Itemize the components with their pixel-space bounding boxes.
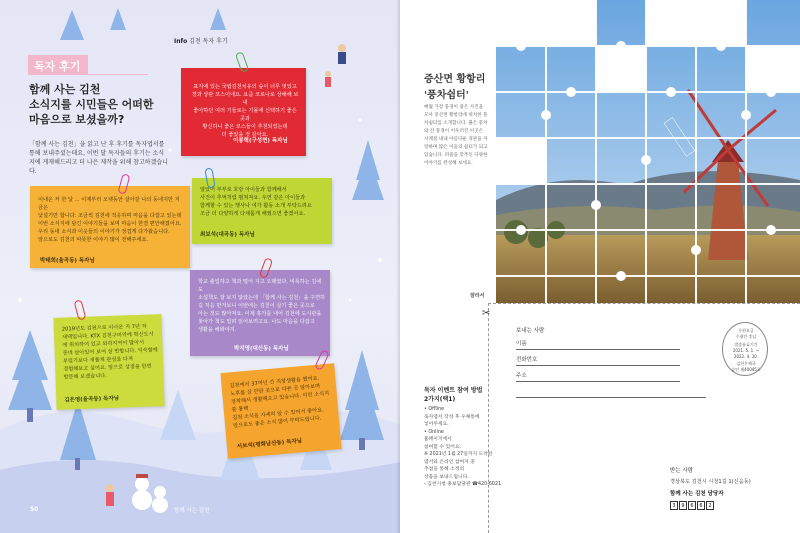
address-field[interactable]: 주소: [516, 368, 680, 382]
section-underline: [28, 74, 148, 75]
event-instructions: • Offline 독자엽서 작성 후 우체통에 넣어주세요. • Online 홈페이지에서 참여할 수 있어요. ※ 2021년 1월 27일까지 도착한 엽서와 온라인 참여자 중 추첨을 통해 소정의 상품을 보내드립니다. - 김천시청 홍보담당관 ☎420-6021: [424, 407, 502, 487]
review-text: 김천에서 37여년 간 직장생활을 했어요. 노후를 살 만한 곳으로 다른 곳 알아보며 정착해서 생활해오고 있습니다. 이런 소식지를 통해 김천 소식을 자세히 알 수 있어서 좋아요. 앞으로도 좋은 소식 많이 부탁드립니다.: [229, 375, 330, 430]
stamp-line: 발송유효기간: [734, 342, 758, 347]
event-title-main: 독자 이벤트 참여 방법: [424, 387, 483, 394]
postage-stamp-mark: [718, 320, 774, 380]
page-number: 50: [30, 506, 39, 513]
recipient-name: 함께 사는 김천 담당자: [670, 491, 724, 497]
info-tag: [174, 36, 228, 45]
sender-label: 보내는 사람: [516, 328, 545, 334]
stamp-line: 2022. 4. 30.: [733, 354, 759, 359]
windmill-puzzle-photo: [496, 0, 800, 303]
right-page: [400, 0, 800, 533]
review-text: 알았어 부부로 호랑 아이들과 함께해서 사진이 추억처럼 펼쳐져요. 우연 같은 아이들과 함께할 수 있는 행사나 여가 활동 소개 부탁드려요 조금 더 다양하게 다채롭게 해줬으면 좋겠어요.: [200, 187, 312, 217]
info-tag-label: 김천 독자 후기: [189, 38, 228, 45]
stamp-line: 김천우체국: [736, 361, 756, 366]
info-tag-prefix: Info: [174, 38, 188, 45]
section-title: 독자 후기: [28, 55, 88, 74]
review-author: 박지영(대신동) 독자님: [234, 346, 289, 352]
cut-here-label: 잘라서: [470, 293, 485, 299]
review-author: 박태희(율곡동) 독자님: [40, 258, 95, 264]
zip-digit: 3: [670, 501, 678, 510]
stamp-line: 우편요금: [738, 328, 754, 333]
stamp-line: 2021. 5. 1. ~: [732, 348, 760, 353]
review-text: 이내온 저 한 달 ... 이제부터 오랫동안 살아갈 나의 동네지만 지금은 낯설기만 합니다. 조금씩 김천에 적응하며 마음을 다잡고 있는데 이번 소식지에 담긴 이야기들을 보며 마음이 한결 편안해졌어요. 우리 동네 소식과 이웃들의 이야기가 정겹게 다가왔습니다. 앞으로도 김천의 따뜻한 이야기 많이 전해주세요.: [38, 197, 182, 243]
review-note-purple: [190, 270, 330, 356]
review-author: 서보석(평화남산동) 독자님: [236, 438, 303, 450]
review-author: 김은영(율곡동) 독자님: [64, 395, 120, 404]
review-note-red: [181, 68, 306, 156]
review-text: 2019년도 김천으로 이사온 지 7년 차 새댁입니다. KTX 김천구미역에 혁신도시 에 위치하여 있고 외곽지역이 많아서 동네 살아있어 보여 살 만합니다. 익숙함에 부럽기보다 새롭게 관심을 다져 경험해보고 싶어요. 앞으로 상점을 한번 방문해 보겠습니다.: [61, 323, 158, 381]
photo-heading: 증산면 황항리 '풍차쉼터': [424, 74, 486, 101]
intro-paragraph: 「함께 사는 김천」을 읽고 난 후 후기를 독자엽서를 통해 보내주셨는데요, 이번 달 독자들의 후기는 소식지에 게재해드리고 더 나은 제작을 위해 참고하겠습니다.: [29, 141, 168, 175]
event-title: [424, 386, 482, 404]
zip-digit: 2: [706, 501, 714, 510]
photo-description: 매월 가장 풍경이 좋은 사진을 모아 증산면 황항리에 위치한 풍차쉼터를 소개합니다. 붉은 풍차와 산 풍경이 어우러진 이곳은 사계절 내내 아름다운 경관을 자랑하며 많은 이들의 쉼터가 되고 있습니다. 퍼즐을 맞추듯 다양한 이야기를 완성해 보세요.: [424, 105, 488, 166]
review-note-orange: [30, 186, 190, 268]
recipient-label: 받는 사람: [670, 468, 694, 474]
review-text: 학교 졸업하고 책과 멀어 지고 오래였다. 비록하는 김에도 소설책도 잘 보지 않았는데 「함께 사는 김천」을 구면하 길 처음 반겨보니 이번에는 김천이 살기 좋은 곳으로 아는 것도 많아져요. 이제 휴가를 내어 김천에 도시관을 찾아가 책도 빌려 읽어보려고요. 나도 마음을 다잡고 생활을 해봐야지.: [198, 279, 326, 333]
stamp-line: 수취인 후납: [735, 334, 757, 339]
scissors-icon: ✂: [482, 308, 491, 319]
zip-digit: 9: [679, 501, 687, 510]
magazine-name: 함께 사는 김천: [174, 508, 210, 514]
event-title-sub: 2가지(택1): [424, 396, 456, 403]
stamp-line: 승인 제40045호: [731, 367, 761, 372]
page-title: 함께 사는 김천 소식지를 시민들은 어떠한 마음으로 보셨을까?: [29, 83, 154, 126]
zip-digit: 6: [688, 501, 696, 510]
recipient-address: 경상북도 김천시 시청1길 1(신음동): [670, 479, 751, 485]
review-note-lime: [53, 314, 164, 410]
review-author: 이봉혁(구성면) 독자님: [233, 138, 288, 144]
zip-digit: 6: [697, 501, 705, 510]
review-note-green: [192, 178, 332, 244]
review-text: 표지에 있는 국립김천치유의 숲이 너무 멋있고 경과 상관 코스이네요. 요즘 코로나로 상해해 보내 좋아하던 여러 기들로는 기몰에 신택하기 좋은 곳과 황신하니 좋은 코스들이 추천되었는데 더 좋았을 것 같아요.: [191, 84, 299, 138]
name-field[interactable]: 이름: [516, 336, 680, 350]
review-author: 최보석(대곡동) 독자님: [200, 232, 255, 238]
phone-field[interactable]: 전화번호: [516, 352, 680, 366]
cut-line: [488, 303, 800, 304]
address-field-line2[interactable]: [516, 384, 706, 398]
zip-code-boxes: [670, 501, 714, 511]
review-note-amber: [220, 363, 341, 459]
windmill-photo-illustration: [496, 0, 800, 303]
